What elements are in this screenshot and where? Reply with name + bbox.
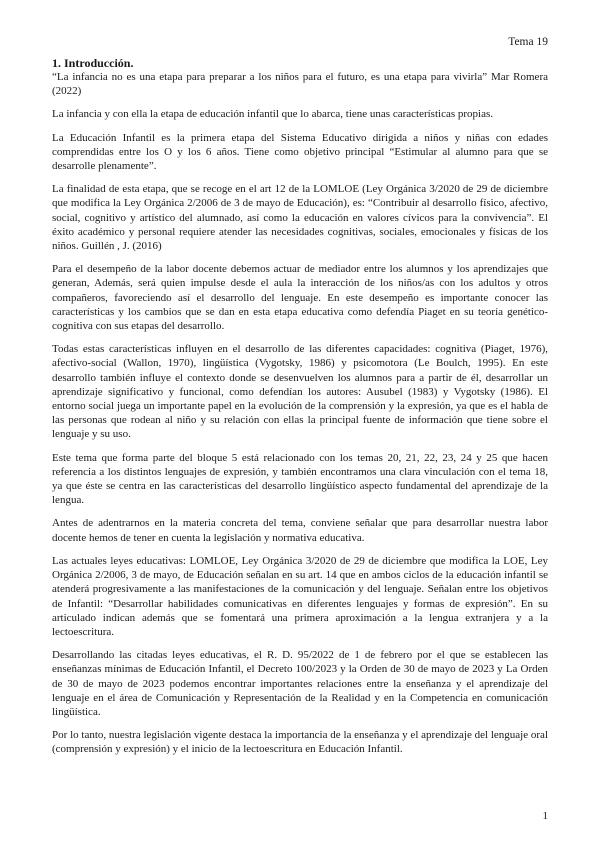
paragraph: Antes de adentrarnos en la materia concreta del tema, conviene señalar que para desarrollar nuestra labor docente hemos de tener en cuenta la legislación y normativa educativa. [52,517,548,544]
section-title: 1. Introducción. [52,56,134,70]
page-number: 1 [542,810,548,822]
paragraph: Este tema que forma parte del bloque 5 está relacionado con los temas 20, 21, 22, 23, 24 y 25 que hacen referencia a los distintos lenguajes de expresión, y también encontramos una clara vinculación con el tema 18, ya que éste se centra en las características del desarrollo lingüístico aspecto fundamental del aprendizaje de la lengua. [52,451,548,507]
paragraph: Desarrollando las citadas leyes educativas, el R. D. 95/2022 de 1 de febrero por el que se establecen las enseñanzas mínimas de Educación Infantil, el Decreto 100/2023 y la Orden de 30 de mayo de 2023 y La Orden de 30 de mayo de 2023 podemos encontrar importantes relaciones entre la enseñanza y el aprendizaje del lenguaje en el área de Comunicación y Representación de la Realidad y en la Competencia en comunicación lingüística. [52,649,548,718]
topic-header: Tema 19 [508,36,548,48]
paragraph: La infancia y con ella la etapa de educación infantil que lo abarca, tiene unas características propias. [52,108,494,121]
paragraph: La Educación Infantil es la primera etapa del Sistema Educativo dirigida a niños y niñas con edades comprendidas entre los O y los 6 años. Tiene como objetivo principal “Estimular al alumno para que se desarrolle plenamente”. [52,131,548,173]
paragraph: Todas estas características influyen en el desarrollo de las diferentes capacidades: cognitiva (Piaget, 1976), afectivo-social (Wallon, 1970), lingüística (Vygotsky, 1986) y psicomotora (Le Boulch, 1995). En este desarrollo también influye el contexto donde se desenvuelven los alumnos para a partir de él, desarrollar un aprendizaje significativo y funcional, como defendían los autores: Ausubel (1983) y Vygotsky (1986). El entorno social juega un importante papel en la evolución de la comprensión y la expresión, ya que es el habla de las personas que rodean al niño y su relación con ellas la principal fuente de información que tiene sobre el lenguaje y su uso. [52,343,548,441]
opening-quote: “La infancia no es una etapa para preparar a los niños para el futuro, es una etapa para vivirla” Mar Romera (2022) [52,71,548,98]
paragraph: Para el desempeño de la labor docente debemos actuar de mediador entre los alumnos y los aprendizajes que generan, Además, será quien impulse desde el aula la interacción de los niños/as con los adultos y otros compañeros, favoreciendo así el desarrollo del lenguaje. En este desempeño es importante conocer las características y los cambios que se dan en esta etapa educativa como defendía Piaget en su teoría genético-cognitiva con sus etapas del desarrollo. [52,263,548,333]
paragraph: La finalidad de esta etapa, que se recoge en el art 12 de la LOMLOE (Ley Orgánica 3/2020 de 29 de diciembre que modifica la Ley Orgánica 2/2006 de 3 de mayo de Educación), es: “Contribuir al desarrollo físico, afectivo, social, cognitivo y artístico del alumnado, así como la educación en valores cívicos para la convivencia”. El éxito académico y personal requiere atender las necesidades cognitivas, sociales, emocionales y físicas de los niños. Guillén , J. (2016) [52,183,548,253]
paragraph: Las actuales leyes educativas: LOMLOE, Ley Orgánica 3/2020 de 29 de diciembre que modifica la LOE, Ley Orgánica 2/2006, 3 de mayo, de Educación señalan en su art. 14 que en ambos ciclos de la educación infantil se atenderá progresivamente a las manifestaciones de la comunicación y del lenguaje. Señalan entre los objetivos de Infantil: “Desarrollar habilidades comunicativas en diferentes lenguajes y formas de expresión”. En su articulado indican además que se fomentará una primera aproximación a la lengua extranjera y a la lectoescritura. [52,554,548,638]
paragraph: Por lo tanto, nuestra legislación vigente destaca la importancia de la enseñanza y el aprendizaje del lenguaje oral (comprensión y expresión) y el inicio de la lectoescritura en Educación Infantil. [52,729,548,756]
